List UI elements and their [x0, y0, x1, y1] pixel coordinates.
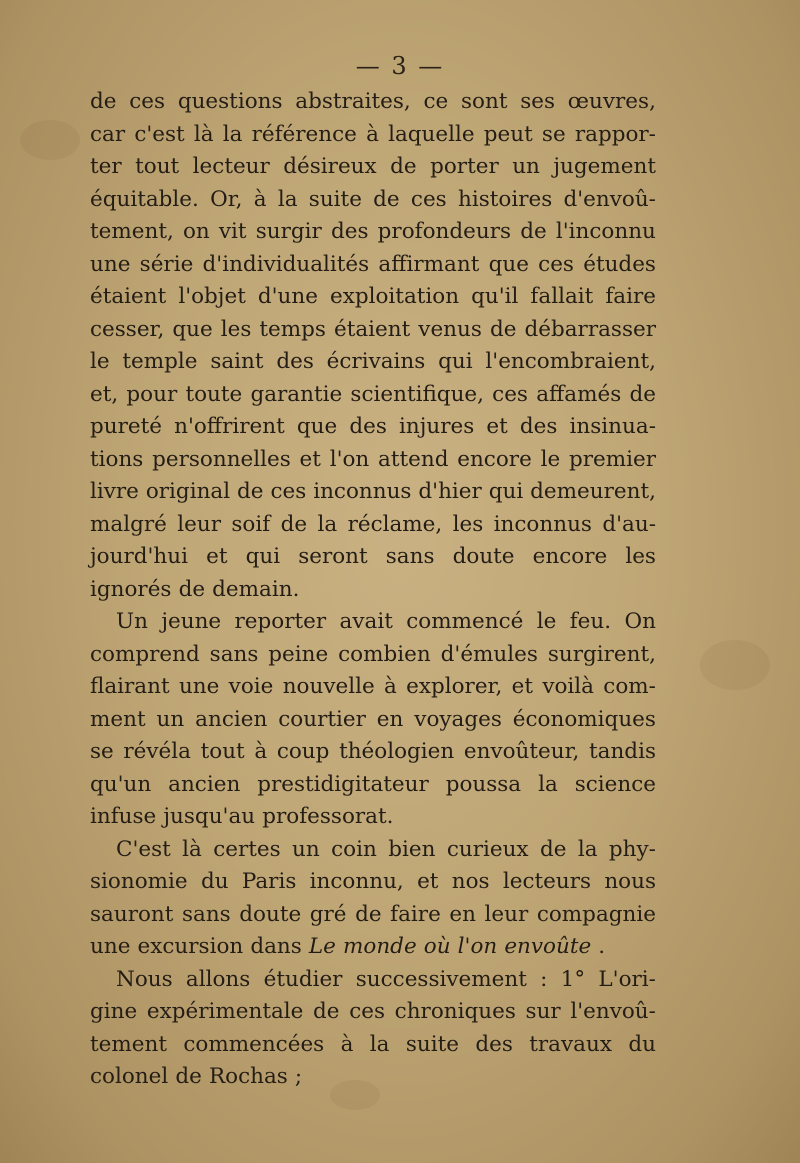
page-body: [90, 86, 656, 1094]
text-line: flairant une voie nouvelle à explorer, et voilà com-: [90, 674, 656, 699]
text-line: Un jeune reporter avait commencé le feu. On: [116, 609, 656, 634]
text-line: une série d'individualités affirmant que ces études: [90, 251, 656, 277]
text-line: C'est là certes un coin bien curieux de la phy-: [116, 836, 656, 862]
text-line: colonel de Rochas ;: [90, 1064, 303, 1089]
text-line: de ces questions abstraites, ce sont ses œuvres,: [90, 89, 656, 114]
paragraph: [90, 964, 656, 1094]
text-line: tement, on vit surgir des profondeurs de l'inconnu: [90, 219, 656, 244]
text-line: tement commencées à la suite des travaux du: [90, 1031, 656, 1057]
paper-stain: [700, 640, 770, 690]
paragraph: [90, 834, 656, 964]
text-line: pureté n'offrirent que des injures et des insinua-: [90, 414, 656, 439]
text-line: étaient l'objet d'une exploitation qu'il fallait faire: [90, 284, 656, 309]
paragraph: [90, 86, 656, 606]
text-line: Nous allons étudier successivement : 1° L'ori-: [116, 966, 656, 992]
text-line: livre original de ces inconnus d'hier qui demeurent,: [90, 479, 656, 504]
text-line: car c'est là la référence à laquelle peut se rappor-: [90, 121, 656, 147]
text-line: sionomie du Paris inconnu, et nos lecteurs nous: [90, 869, 656, 894]
text-line: ment un ancien courtier en voyages économiques: [90, 706, 656, 732]
paragraph: [90, 606, 656, 834]
text-line: infuse jusqu'au professorat.: [90, 804, 394, 829]
text-line: qu'un ancien prestidigitateur poussa la science: [90, 771, 656, 797]
text-line: ignorés de demain.: [90, 576, 300, 602]
text-line: ter tout lecteur désireux de porter un jugement: [90, 154, 656, 179]
text-line: tions personnelles et l'on attend encore le premier: [90, 446, 656, 472]
text-line: malgré leur soif de la réclame, les inconnus d'au-: [90, 511, 656, 537]
text-line: équitable. Or, à la suite de ces histoires d'envoû-: [90, 186, 656, 212]
text-line: comprend sans peine combien d'émules surgirent,: [90, 641, 656, 667]
text-line: gine expérimentale de ces chroniques sur l'envoû-: [90, 999, 656, 1024]
text-line: cesser, que les temps étaient venus de débarrasser: [90, 316, 656, 342]
text-line: jourd'hui et qui seront sans doute encore les: [90, 544, 656, 569]
text-line: sauront sans doute gré de faire en leur compagnie: [90, 901, 656, 927]
text-line: et, pour toute garantie scientifique, ces affamés de: [90, 381, 656, 407]
text-line: le temple saint des écrivains qui l'encombraient,: [90, 349, 656, 374]
text-line: se révéla tout à coup théologien envoûteur, tandis: [90, 739, 656, 764]
text-line: une excursion dans Le monde où l'on envoûte .: [90, 934, 606, 959]
paper-stain: [20, 120, 80, 160]
page-number: — 3 —: [355, 52, 445, 80]
